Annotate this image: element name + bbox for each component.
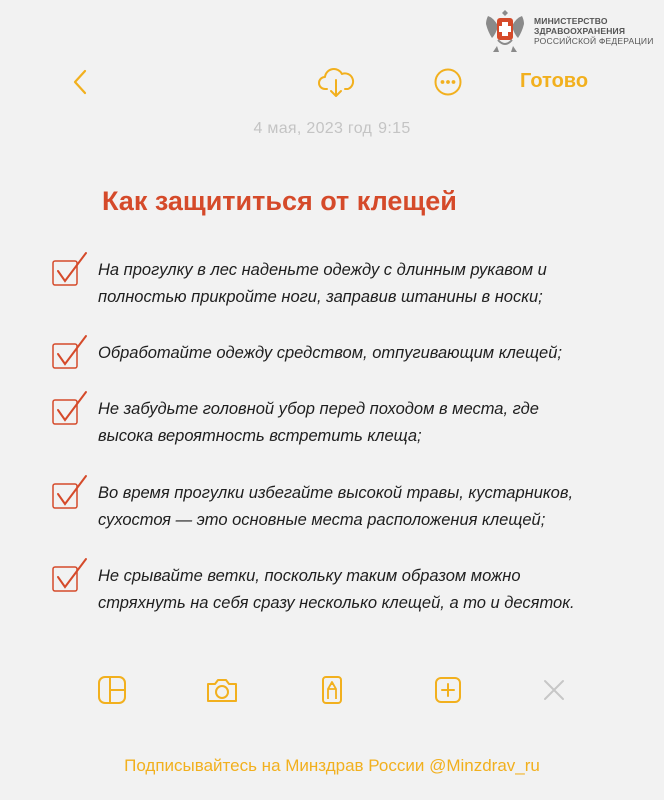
table-icon [97,675,127,705]
camera-button[interactable] [204,672,240,708]
pen-icon [320,674,344,706]
checklist-item-line2: высока вероятность встретить клеща; [98,427,422,445]
checklist-item [50,257,630,311]
checklist-item-line1: Во время прогулки избегайте высокой травы, кустарников, [98,484,574,502]
bottom-toolbar [0,672,664,712]
note-date [0,120,664,138]
ministry-logo [482,6,654,56]
ellipsis-circle-icon [433,67,463,97]
checkmark-box-icon[interactable] [50,474,90,512]
subscribe-footer[interactable]: Подписывайтесь на Минздрав России @Minzdrav_ru [124,756,540,775]
checklist-item [50,563,630,617]
checkmark-box-icon[interactable] [50,390,90,428]
top-toolbar [0,60,664,104]
close-button[interactable] [536,672,572,708]
done-button[interactable]: Готово [520,70,589,92]
back-button[interactable] [66,66,94,98]
checklist-item [50,340,630,372]
chevron-left-icon [70,68,90,96]
note-title: Как защититься от клещей [102,186,457,216]
add-button[interactable] [430,672,466,708]
note-date-text: 4 мая, 2023 год [253,120,373,137]
plus-square-icon [434,676,462,704]
checklist-item-line2: стряхнуть на себя сразу несколько клещей, а то и десяток. [98,594,575,612]
camera-icon [205,676,239,704]
checklist-item-line2: полностью прикройте ноги, заправив штанины в носки; [98,288,543,306]
checklist-item-line1: Не забудьте головной убор перед походом в места, где [98,400,539,418]
ministry-name [534,16,654,46]
note-time: 9:15 [378,120,411,137]
checklist-item-line2: сухостоя — это основные места расположения клещей; [98,511,546,529]
checklist-item-line1: Обработайте одежду средством, отпугивающим клещей; [98,344,562,362]
double-headed-eagle-emblem-icon [482,6,528,56]
checklist-item-line1: Не срывайте ветки, поскольку таким образом можно [98,567,521,585]
cloud-download-button[interactable] [316,64,356,100]
checkmark-box-icon[interactable] [50,251,90,289]
checkmark-box-icon[interactable] [50,557,90,595]
checklist-item [50,480,630,534]
more-options-button[interactable] [432,66,464,98]
markup-button[interactable] [314,672,350,708]
close-icon [541,677,567,703]
ministry-name-line2: ЗДРАВООХРАНЕНИЯ [534,26,626,36]
ministry-name-line1: МИНИСТЕРСТВО [534,16,608,26]
ministry-name-line3: РОССИЙСКОЙ ФЕДЕРАЦИИ [534,36,654,46]
checkmark-box-icon[interactable] [50,334,90,372]
checklist-item [50,396,630,450]
checklist-item-line1: На прогулку в лес наденьте одежду с длинным рукавом и [98,261,547,279]
cloud-download-icon [317,65,355,99]
table-button[interactable] [94,672,130,708]
